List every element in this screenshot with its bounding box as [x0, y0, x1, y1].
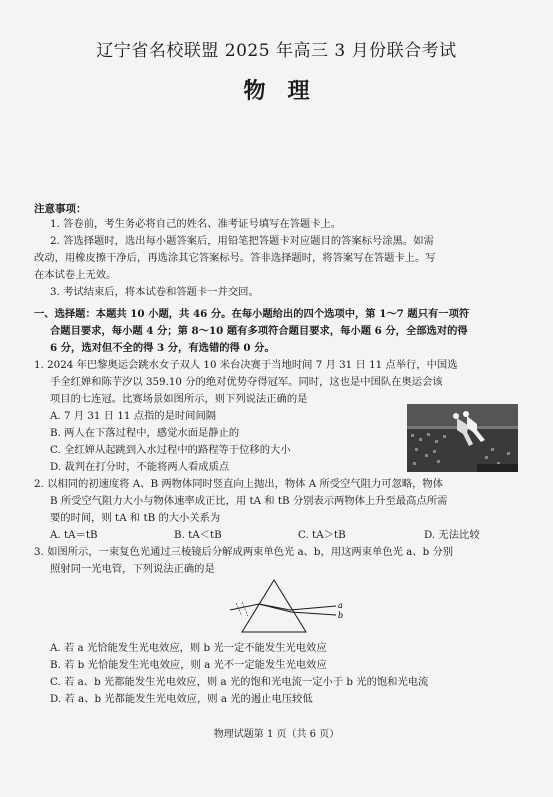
- section-line: 合题目要求，每小题 4 分；第 8～10 题有多项符合题目要求，每小题 6 分，全部选对的得: [50, 325, 468, 337]
- notes-heading: 注意事项：: [34, 203, 87, 215]
- q2-stem: B 所受空气阻力大小与物体速率成正比，用 tA 和 tB 分别表示两物体上升至最高点所需: [50, 495, 448, 507]
- q1-stem: 手全红婵和陈芋汐以 359.10 分的绝对优势夺得冠军。同时，这也是中国队在奥运会该: [50, 376, 443, 388]
- prism-diagram: [228, 576, 358, 638]
- section-line: 6 分，选对但不全的得 3 分，有选错的得 0 分。: [50, 342, 275, 354]
- ray-label-a: a: [338, 601, 343, 610]
- notes-line: 在本试卷上无效。: [34, 269, 117, 281]
- q1-option: D. 裁判在打分时，不能将两人看成质点: [50, 461, 230, 473]
- q2-option-c: C. tA＞tB: [298, 529, 346, 541]
- notes-line: 改动，用橡皮擦干净后，再选涂其它答案标号。答非选择题时，将答案写在答题卡上。写: [34, 252, 436, 264]
- notes-line: 1. 答卷前，考生务必将自己的姓名、准考证号填写在答题卡上。: [50, 218, 342, 230]
- q3-option: B. 若 b 光恰能发生光电效应，则 a 光不一定能发生光电效应: [50, 659, 327, 671]
- q2-option-b: B. tA＜tB: [174, 529, 222, 541]
- diving-scene-illustration: [407, 404, 518, 472]
- notes-line: 3. 考试结束后，将本试卷和答题卡一并交回。: [50, 286, 259, 298]
- q3-stem: 3. 如图所示，一束复色光通过三棱镜后分解成两束单色光 a、b，用这两束单色光 a、b 分别: [34, 546, 454, 558]
- diving-photo: [407, 404, 518, 472]
- q3-option: D. 若 a、b 光都能发生光电效应，则 a 光的遏止电压较低: [50, 693, 313, 705]
- q3-option: A. 若 a 光恰能发生光电效应，则 b 光一定不能发生光电效应: [50, 642, 327, 654]
- q1-stem: 1. 2024 年巴黎奥运会跳水女子双人 10 米台决赛于当地时间 7 月 31 日 11 点举行，中国选: [34, 359, 458, 371]
- q2-option-a: A. tA＝tB: [50, 529, 98, 541]
- q2-option-d: D. 无法比较: [424, 529, 480, 541]
- q3-option: C. 若 a、b 光都能发生光电效应，则 a 光的饱和光电流一定小于 b 光的饱和光电流: [50, 676, 429, 688]
- section-line: 一、选择题：本题共 10 小题，共 46 分。在每小题给出的四个选项中，第 1～7 题只有一项符: [34, 308, 470, 320]
- page-footer: 物理试题第 1 页（共 6 页）: [213, 729, 340, 740]
- subject-title: 物理: [243, 78, 332, 104]
- q3-stem: 照射同一光电管，下列说法正确的是: [50, 563, 215, 575]
- q2-stem: 2. 以相同的初速度将 A、B 两物体同时竖直向上抛出，物体 A 所受空气阻力可忽略，物体: [34, 478, 444, 490]
- q1-option: C. 全红婵从起跳到入水过程中的路程等于位移的大小: [50, 444, 291, 456]
- exam-title: 辽宁省名校联盟 2025 年高三 3 月份联合考试: [96, 41, 457, 61]
- ray-label-b: b: [338, 611, 344, 620]
- q2-stem: 要的时间，则 tA 和 tB 的大小关系为: [50, 512, 221, 524]
- notes-line: 2. 答选择题时，选出每小题答案后，用铅笔把答题卡对应题目的答案标号涂黑。如需: [50, 235, 434, 247]
- q1-stem: 项目的七连冠。比赛场景如图所示，则下列说法正确的是: [50, 393, 308, 405]
- q1-option: A. 7 月 31 日 11 点指的是时间间隔: [50, 410, 217, 422]
- q1-option: B. 两人在下落过程中，感觉水面是静止的: [50, 427, 240, 439]
